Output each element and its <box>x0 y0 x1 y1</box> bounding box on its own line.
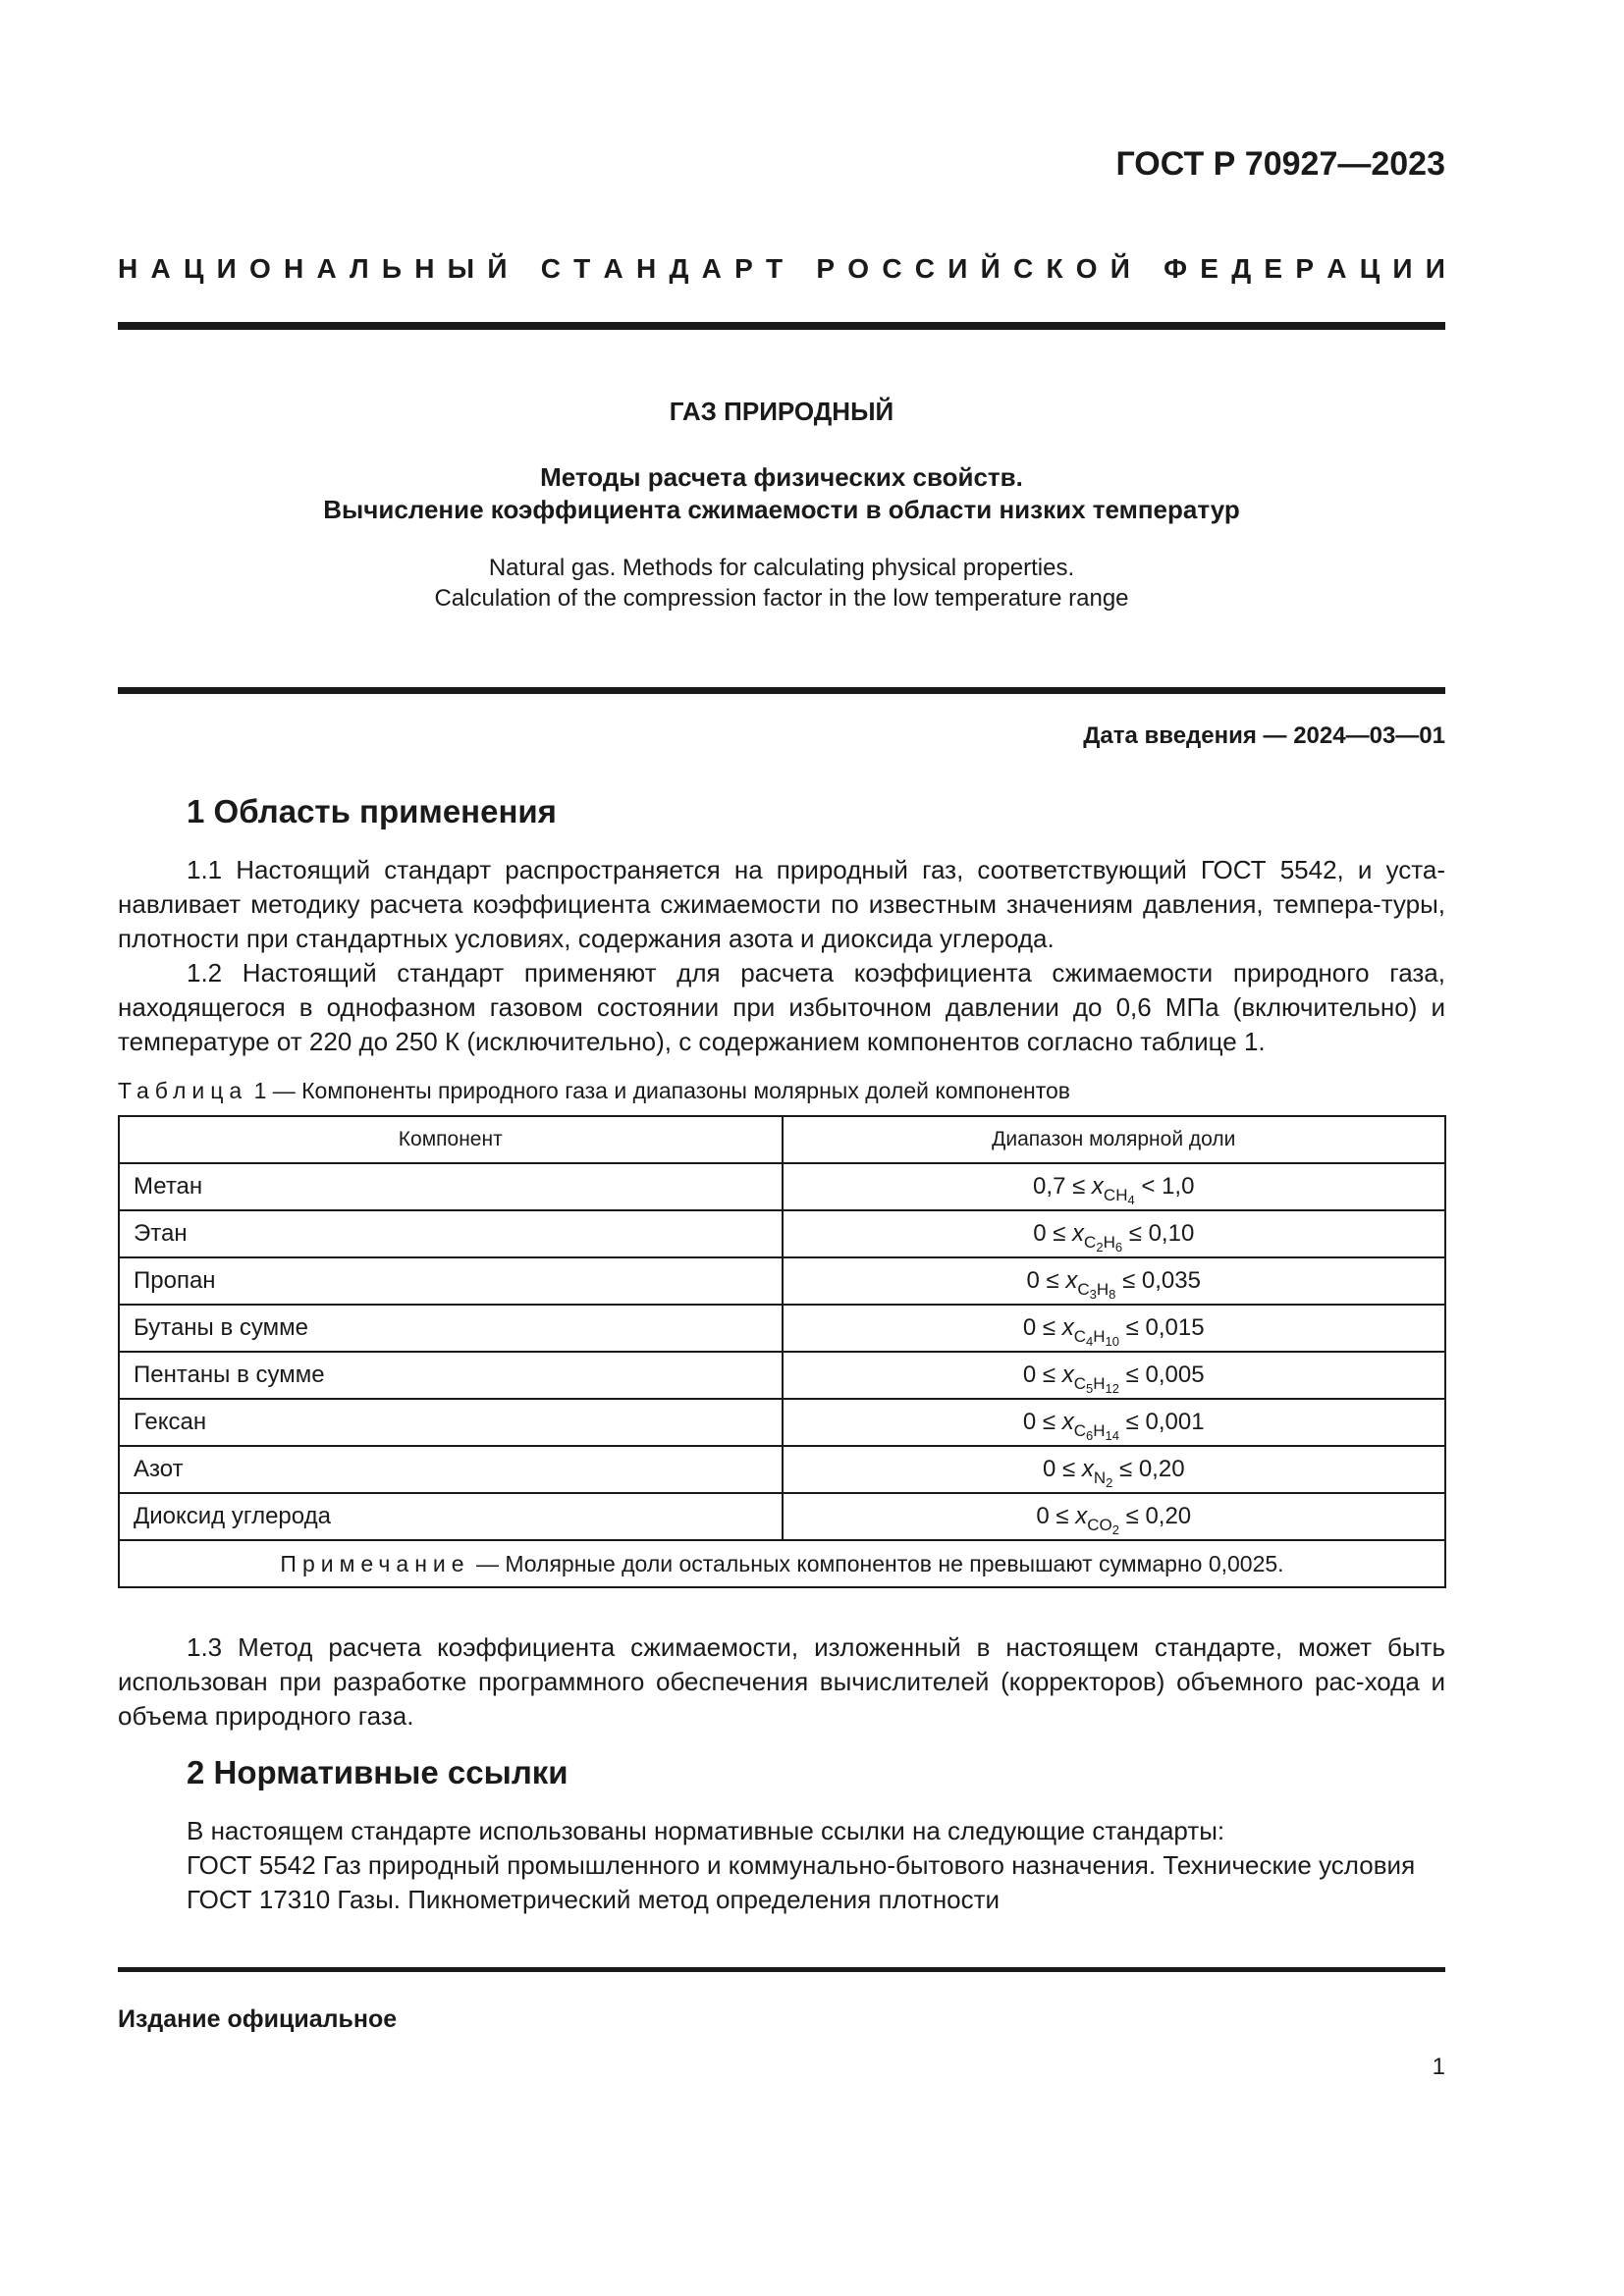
banner-space <box>520 253 528 285</box>
range-upper: ≤ 0,005 <box>1119 1362 1205 1388</box>
banner-letter: К <box>1046 253 1063 284</box>
banner-letter: Ь <box>381 253 402 284</box>
table-row <box>119 1305 1445 1352</box>
banner-letter: Й <box>487 253 508 284</box>
banner-letter: С <box>1012 253 1034 284</box>
table-row <box>119 1446 1445 1493</box>
banner-letter: Н <box>414 253 435 284</box>
introduction-date: Дата введения — 2024—03—01 <box>1083 722 1445 749</box>
component-cell: Азот <box>119 1446 783 1493</box>
subscript-element: H <box>1093 1327 1106 1346</box>
table-row <box>119 1493 1445 1540</box>
range-lower: 0 ≤ <box>1026 1267 1066 1294</box>
banner-letter: А <box>316 253 337 284</box>
component-cell: Диоксид углерода <box>119 1493 783 1540</box>
fraction-variable: x <box>1091 1173 1104 1200</box>
banner-letter: Д <box>1231 253 1252 284</box>
banner-letter: С <box>914 253 936 284</box>
banner-letter: Т <box>766 253 784 284</box>
section-1-heading: 1 Область применения <box>187 793 557 829</box>
range-lower: 0,7 ≤ <box>1033 1173 1092 1200</box>
table-1-caption <box>118 1078 1070 1104</box>
title-rule <box>118 687 1445 694</box>
subscript-count: 3 <box>1089 1287 1097 1302</box>
subscript-count: 10 <box>1105 1334 1120 1349</box>
subscript-element: H <box>1103 1233 1115 1252</box>
banner-letter: Ф <box>1164 253 1188 284</box>
subscript-count: 4 <box>1127 1193 1135 1207</box>
subscript-element: H <box>1096 1280 1110 1299</box>
banner-letter: Й <box>1110 253 1130 284</box>
banner-letter: А <box>701 253 722 284</box>
column-header-component: Компонент <box>119 1116 783 1163</box>
note-text: — Молярные доли остальных компонентов не превышают суммарно 0,0025. <box>469 1550 1284 1576</box>
document-code: ГОСТ Р 70927—2023 <box>1115 145 1445 183</box>
subscript-element: C <box>1073 1327 1087 1346</box>
range-lower: 0 ≤ <box>1022 1362 1062 1388</box>
subscript-count: 6 <box>1114 1240 1123 1255</box>
subtitle-line-2: Вычисление коэффициента сжимаемости в области низких температур <box>323 495 1240 524</box>
english-line-1: Natural gas. Methods for calculating physical properties. <box>488 555 1075 581</box>
range-cell <box>783 1352 1446 1399</box>
banner-letter: Ц <box>183 253 204 284</box>
range-lower: 0 ≤ <box>1022 1314 1062 1341</box>
range-upper: ≤ 0,001 <box>1119 1409 1205 1435</box>
subscript-count: 2 <box>1111 1522 1119 1537</box>
section-2-body <box>118 1814 1445 1917</box>
subscript-element: H <box>1093 1421 1106 1440</box>
banner-letter: Т <box>573 253 591 284</box>
banner-letter: Н <box>284 253 304 284</box>
page-number: 1 <box>1432 2054 1445 2080</box>
subscript-count: 4 <box>1086 1334 1094 1349</box>
subscript-count: 8 <box>1109 1287 1116 1302</box>
components-table <box>118 1115 1446 1588</box>
subscript-element: CH <box>1103 1186 1128 1204</box>
official-edition-label: Издание официальное <box>118 2005 398 2033</box>
banner-letter: И <box>1392 253 1413 284</box>
footer-rule <box>118 1967 1445 1972</box>
formula-subscript <box>1103 1186 1135 1207</box>
subtitle-line-1: Методы расчета физических свойств. <box>540 462 1023 492</box>
range-upper: ≤ 0,20 <box>1118 1503 1192 1529</box>
range-cell <box>783 1399 1446 1446</box>
subscript-element: C <box>1084 1233 1097 1252</box>
fraction-variable: x <box>1072 1220 1085 1247</box>
banner-letter: Р <box>1295 253 1315 284</box>
national-standard-banner <box>118 253 1445 285</box>
subscript-element: C <box>1077 1280 1090 1299</box>
formula-subscript <box>1077 1280 1116 1302</box>
banner-letter: И <box>1425 253 1445 284</box>
component-cell: Пентаны в сумме <box>119 1352 783 1399</box>
header-rule <box>118 322 1445 330</box>
fraction-variable: x <box>1075 1503 1088 1529</box>
subscript-count: 6 <box>1086 1428 1094 1443</box>
formula-subscript <box>1093 1468 1113 1490</box>
banner-letter: Н <box>635 253 657 284</box>
banner-letter: Й <box>980 253 1001 284</box>
paragraph-1-1: 1.1 Настоящий стандарт распространяется на природный газ, соответствующий ГОСТ 5542, и уста-навливает методику расчета коэффициента сжимаемости по известным значениям давления, темпера-туры, плотности при стандартных условиях, содержания азота и диоксида углерода. <box>118 855 1445 953</box>
paragraph-1-2: 1.2 Настоящий стандарт применяют для расчета коэффициента сжимаемости природного газа, находящегося в однофазном газовом состоянии при избыточном давлении до 0,6 МПа (включительно) и температуре от 220 до 250 К (исключительно), с содержанием компонентов согласно таблице 1. <box>118 958 1445 1056</box>
fraction-variable: x <box>1081 1456 1094 1482</box>
range-cell <box>783 1305 1446 1352</box>
section-1-body <box>118 853 1445 1059</box>
table-row <box>119 1352 1445 1399</box>
subscript-element: H <box>1093 1374 1106 1393</box>
fraction-variable: x <box>1061 1314 1074 1341</box>
fraction-variable: x <box>1061 1362 1074 1388</box>
range-upper: ≤ 0,035 <box>1115 1267 1201 1294</box>
range-lower: 0 ≤ <box>1042 1456 1082 1482</box>
banner-letter: А <box>150 253 171 284</box>
caption-text: 1 — Компоненты природного газа и диапазоны молярных долей компонентов <box>253 1078 1071 1103</box>
component-cell: Пропан <box>119 1257 783 1305</box>
paragraph-1-3: 1.3 Метод расчета коэффициента сжимаемости, изложенный в настоящем стандарте, может быть использован при разработке программного обеспечения вычислителей (корректоров) объемного рас-хода и объема природного газа. <box>118 1632 1445 1731</box>
subscript-count: 14 <box>1105 1428 1120 1443</box>
subscript-element: C <box>1073 1421 1087 1440</box>
banner-letter: Е <box>1200 253 1218 284</box>
range-cell <box>783 1446 1446 1493</box>
banner-letter: Д <box>669 253 689 284</box>
banner-letter: А <box>603 253 623 284</box>
banner-letter: Р <box>734 253 753 284</box>
english-line-2: Calculation of the compression factor in the low temperature range <box>434 585 1129 612</box>
title-subtitle <box>118 461 1445 526</box>
banner-letter: О <box>1075 253 1098 284</box>
banner-space <box>1143 253 1151 285</box>
range-upper: ≤ 0,015 <box>1119 1314 1205 1341</box>
banner-letter: Е <box>1264 253 1283 284</box>
formula-subscript <box>1073 1421 1120 1443</box>
banner-letter: Л <box>349 253 369 284</box>
table-note <box>119 1540 1445 1587</box>
range-lower: 0 ≤ <box>1036 1503 1076 1529</box>
column-header-range: Диапазон молярной доли <box>783 1116 1446 1163</box>
formula-subscript <box>1087 1516 1119 1537</box>
range-upper: < 1,0 <box>1134 1173 1195 1200</box>
banner-letter: Р <box>816 253 836 284</box>
reference-gost-17310: ГОСТ 17310 Газы. Пикнометрический метод определения плотности <box>187 1885 1001 1914</box>
caption-label: Таблица <box>118 1078 248 1103</box>
subscript-count: 12 <box>1105 1381 1120 1396</box>
fraction-variable: x <box>1065 1267 1078 1294</box>
fraction-variable: x <box>1061 1409 1074 1435</box>
component-cell: Гексан <box>119 1399 783 1446</box>
range-cell <box>783 1210 1446 1257</box>
range-upper: ≤ 0,10 <box>1122 1220 1195 1247</box>
table-row <box>119 1257 1445 1305</box>
subscript-element: CO <box>1087 1516 1112 1534</box>
range-cell <box>783 1493 1446 1540</box>
paragraph-1-3-block <box>118 1630 1445 1734</box>
subscript-count: 2 <box>1106 1475 1113 1490</box>
formula-subscript <box>1084 1233 1123 1255</box>
table-row <box>119 1210 1445 1257</box>
banner-letter: Ц <box>1359 253 1380 284</box>
subscript-element: C <box>1073 1374 1087 1393</box>
table-header-row <box>119 1116 1445 1163</box>
table-row <box>119 1163 1445 1210</box>
subscript-count: 5 <box>1086 1381 1094 1396</box>
banner-letter: Н <box>118 253 138 284</box>
banner-letter: И <box>947 253 968 284</box>
references-intro: В настоящем стандарте использованы нормативные ссылки на следующие стандарты: <box>187 1816 1225 1845</box>
banner-space <box>795 253 803 285</box>
component-cell: Метан <box>119 1163 783 1210</box>
note-label: Примечание <box>280 1550 470 1576</box>
range-lower: 0 ≤ <box>1033 1220 1073 1247</box>
range-cell <box>783 1163 1446 1210</box>
table-row <box>119 1399 1445 1446</box>
table-note-row <box>119 1540 1445 1587</box>
banner-letter: А <box>1326 253 1347 284</box>
formula-subscript <box>1073 1374 1120 1396</box>
subscript-element: N <box>1093 1468 1107 1487</box>
banner-letter: С <box>540 253 561 284</box>
range-cell <box>783 1257 1446 1305</box>
section-2-heading: 2 Нормативные ссылки <box>187 1754 568 1790</box>
subscript-count: 2 <box>1096 1240 1104 1255</box>
reference-gost-5542: ГОСТ 5542 Газ природный промышленного и коммунально-бытового назначения. Технические условия <box>187 1850 1416 1880</box>
title-main: ГАЗ ПРИРОДНЫЙ <box>669 397 894 426</box>
component-cell: Бутаны в сумме <box>119 1305 783 1352</box>
banner-letter: С <box>882 253 902 284</box>
banner-letter: И <box>216 253 237 284</box>
range-upper: ≤ 0,20 <box>1112 1456 1185 1482</box>
formula-subscript <box>1073 1327 1120 1349</box>
component-cell: Этан <box>119 1210 783 1257</box>
banner-letter: О <box>847 253 870 284</box>
title-english <box>118 553 1445 614</box>
banner-letter: Ы <box>447 253 475 284</box>
banner-letter: О <box>248 253 271 284</box>
range-lower: 0 ≤ <box>1022 1409 1062 1435</box>
